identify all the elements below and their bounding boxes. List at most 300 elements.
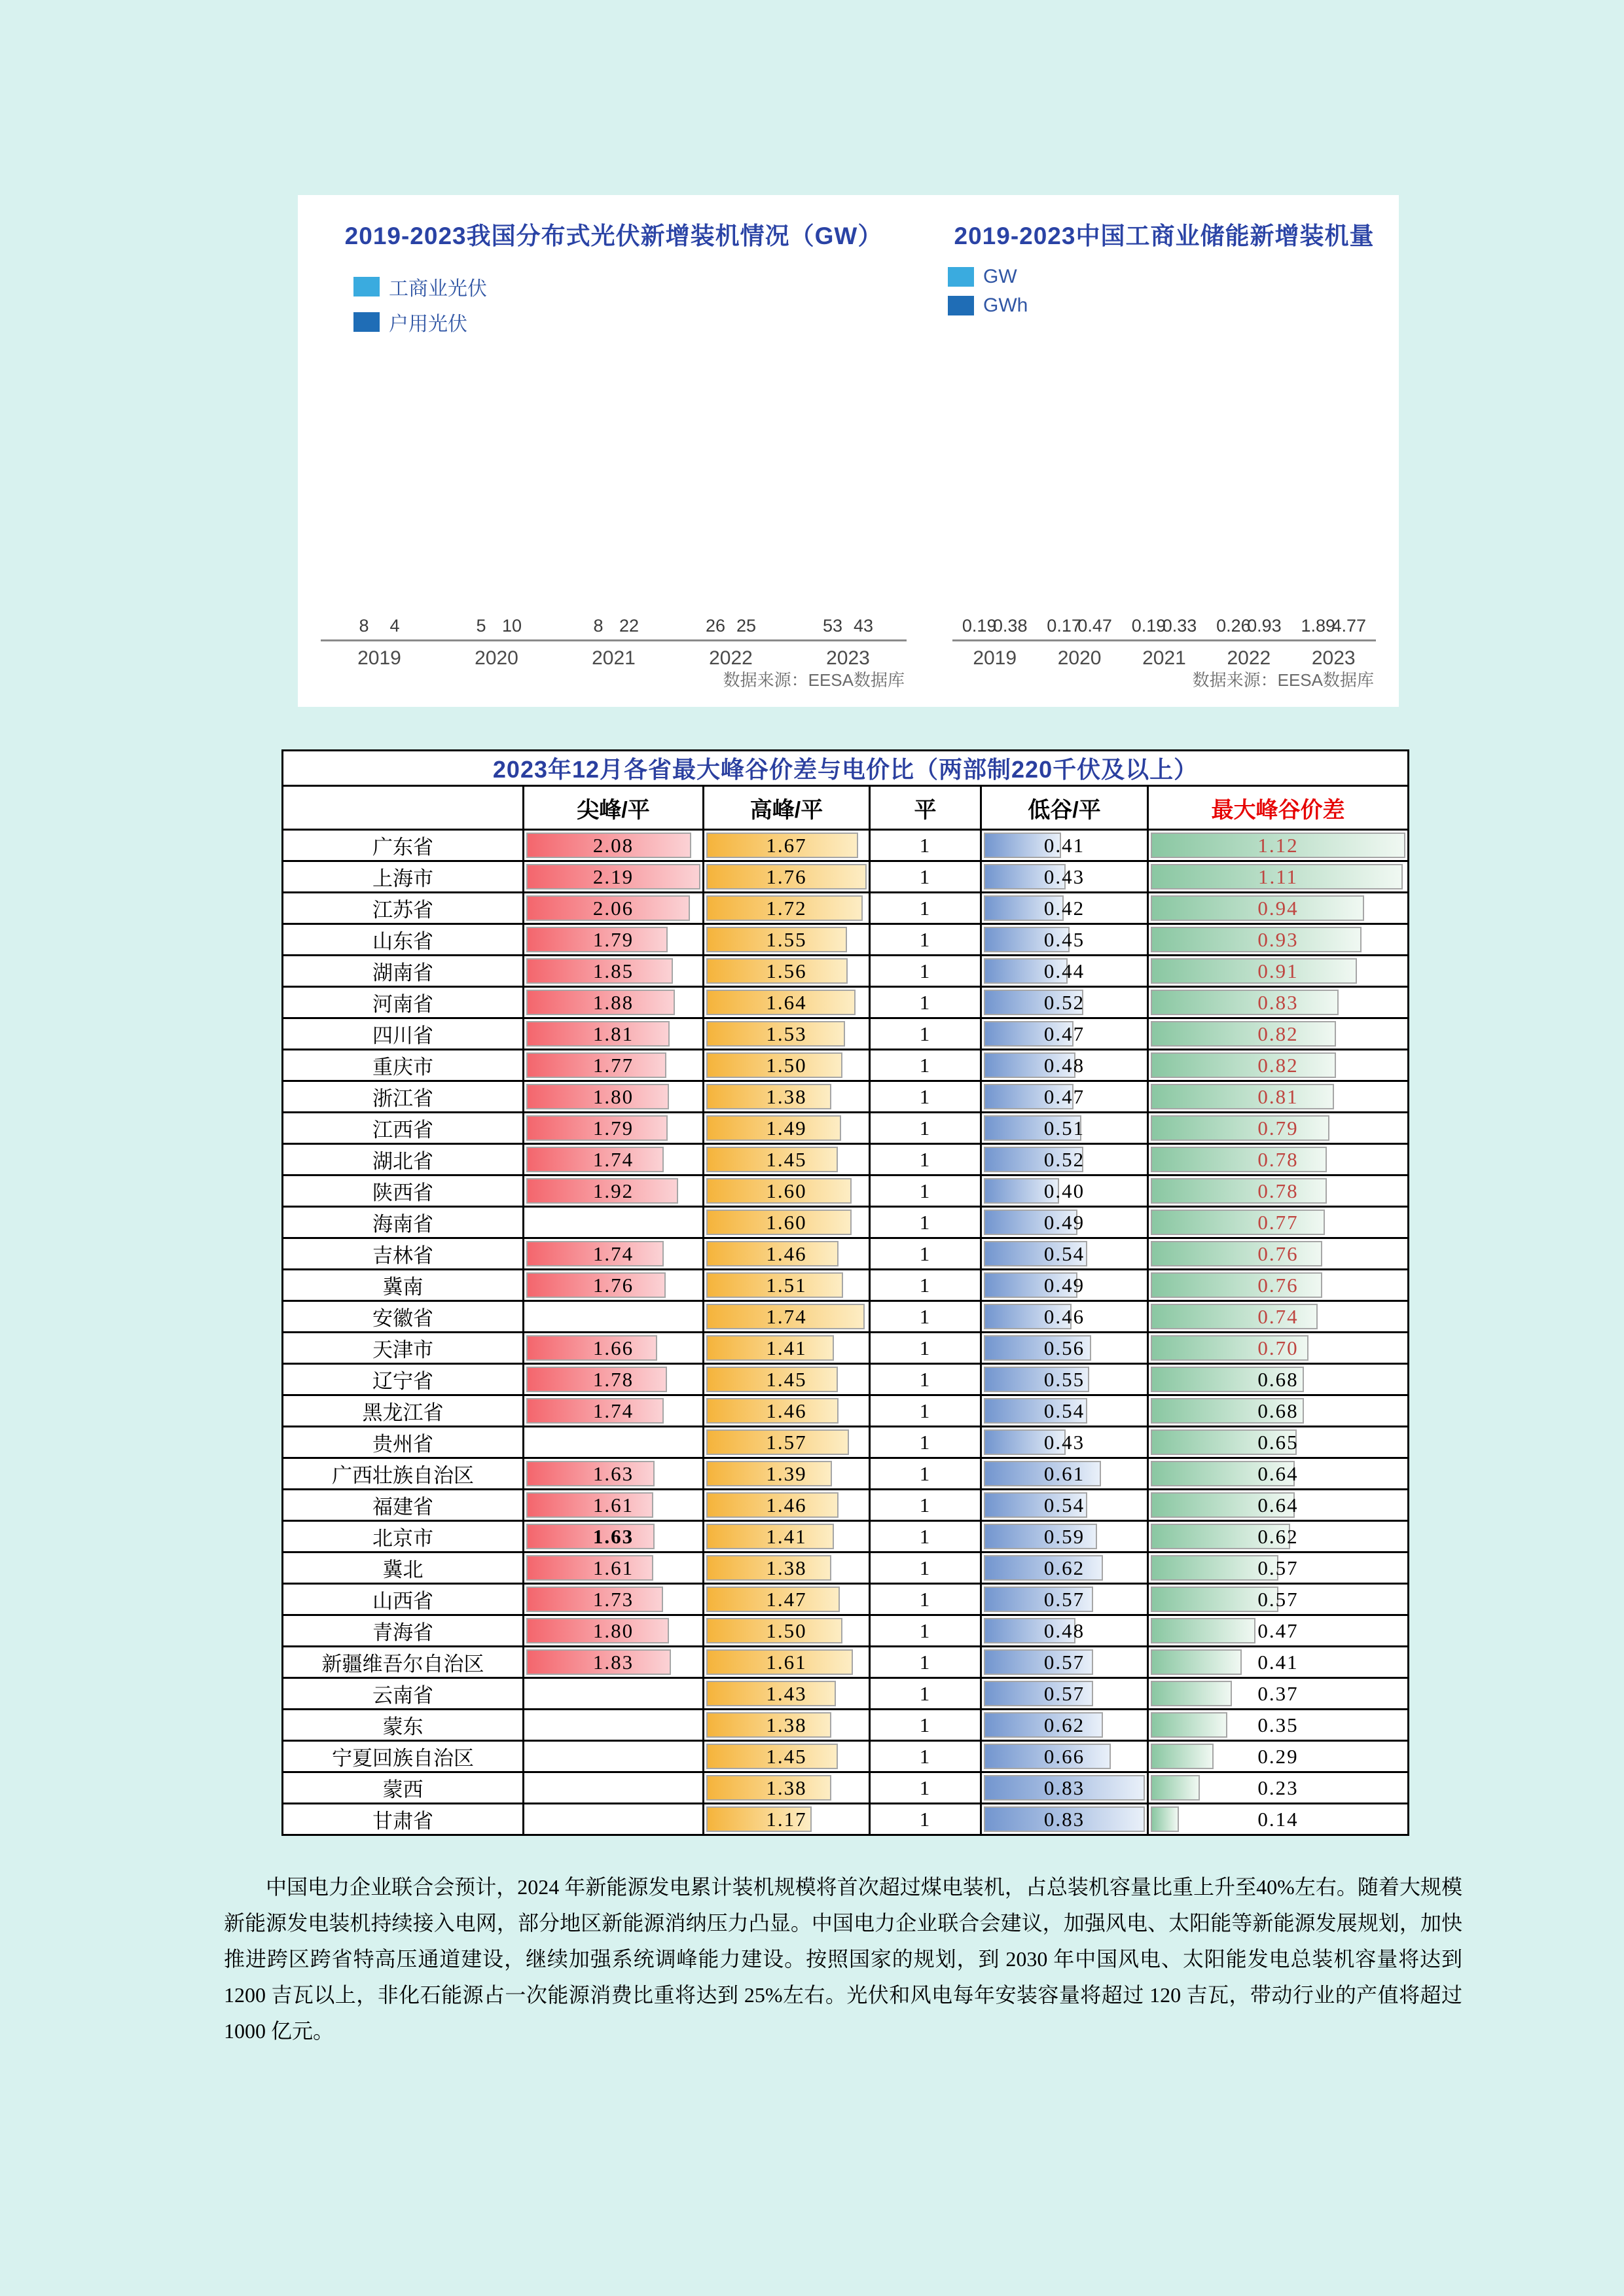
value-bar-cell [704,1207,870,1238]
flat-value-cell [870,830,981,861]
table-row [283,1427,1409,1458]
cell-value: 1.56 [766,959,807,982]
value-bar-cell [704,1081,870,1113]
province-cell: 山东省 [283,924,524,956]
cell-value: 0.83 [1257,990,1299,1014]
flat-value-cell [870,1207,981,1238]
value-bar-cell [1148,1207,1409,1238]
value-bar-cell [704,1741,870,1772]
cell-value: 1.72 [766,896,807,920]
cell-value: 0.49 [1043,1210,1085,1234]
table-row [283,1647,1409,1678]
value-bar-cell [981,1081,1148,1113]
chart-source-note: 数据来源：EESA数据库 [723,670,905,690]
flat-value-cell [870,987,981,1018]
table-row [283,924,1409,956]
value-bar-cell [704,1678,870,1710]
bar-value-label: 1.89 [1301,616,1336,636]
chart-source-note: 数据来源：EESA数据库 [1192,670,1374,690]
cell-value: 0.62 [1043,1556,1085,1579]
cell-value: 1.38 [766,1556,807,1579]
value-bar-cell [1148,1175,1409,1207]
cell-value: 2.08 [592,833,634,857]
province-cell: 北京市 [283,1521,524,1552]
column-header [283,786,524,830]
table-row [283,1710,1409,1741]
axis-tick-label: 2019 [973,647,1017,669]
table-row [283,861,1409,893]
chart-legend [353,272,487,336]
cell-value: 1.12 [1257,833,1299,857]
flat-value-cell [870,1175,981,1207]
province-cell: 甘肃省 [283,1804,524,1835]
value-bar-cell [704,1584,870,1615]
value-bar-cell [524,1710,704,1741]
table-row [283,1615,1409,1647]
cell-value: 0.78 [1257,1147,1299,1171]
cell-value: 0.62 [1043,1713,1085,1736]
province-cell: 新疆维吾尔自治区 [283,1647,524,1678]
value-bar-cell [704,861,870,893]
value-bar-cell [524,1364,704,1395]
bar-column [1301,616,1336,639]
flat-value-cell [870,1584,981,1615]
cell-value: 1.61 [592,1556,634,1579]
table-row [283,1364,1409,1395]
value-bar-cell [704,924,870,956]
bar-group [962,616,1028,669]
table-row [283,1772,1409,1804]
bar-column [964,616,995,639]
cell-value: 0.49 [1043,1273,1085,1297]
legend-item [948,266,1028,288]
data-bar [1151,1147,1327,1172]
value-bar-cell [981,830,1148,861]
value-bar-cell [981,1615,1148,1647]
value-bar-cell [1148,1772,1409,1804]
value-bar-cell [981,1050,1148,1081]
bar-value-label: 22 [619,616,640,636]
value-bar-cell [981,1458,1148,1490]
cell-value: 0.45 [1043,927,1085,951]
value-bar-cell [981,1490,1148,1521]
value-bar-cell [704,1238,870,1270]
cell-value: 1 [919,865,931,888]
axis-tick-label: 2021 [592,647,636,669]
table-row [283,987,1409,1018]
table-row [283,1741,1409,1772]
value-bar-cell [1148,1615,1409,1647]
value-bar-cell [1148,1144,1409,1175]
value-bar-cell [981,1018,1148,1050]
cell-value: 1.61 [592,1493,634,1516]
province-cell: 江西省 [283,1113,524,1144]
value-bar-cell [981,1710,1148,1741]
cell-value: 0.78 [1257,1179,1299,1202]
cell-value: 1.60 [766,1179,807,1202]
cell-value: 1.17 [766,1807,807,1831]
bar-group [349,616,410,669]
flat-value-cell [870,1050,981,1081]
province-cell: 福建省 [283,1490,524,1521]
cell-value: 0.74 [1257,1304,1299,1328]
cell-value: 1.45 [766,1367,807,1391]
table-row [283,1050,1409,1081]
cell-value: 0.91 [1257,959,1299,982]
cell-value: 0.14 [1257,1807,1299,1831]
value-bar-cell [704,1427,870,1458]
province-cell: 广西壮族自治区 [283,1458,524,1490]
flat-value-cell [870,1710,981,1741]
value-bar-cell [704,1270,870,1301]
bar-group [466,616,528,669]
province-cell: 贵州省 [283,1427,524,1458]
cell-value: 1.51 [766,1273,807,1297]
chart-commercial-storage [929,195,1399,707]
chart-title: 2019-2023中国工商业储能新增装机量 [954,223,1375,249]
value-bar-cell [524,1584,704,1615]
cell-value: 0.44 [1043,959,1085,982]
value-bar-cell [524,1113,704,1144]
data-bar [1151,1649,1242,1675]
province-cell: 上海市 [283,861,524,893]
value-bar-cell [524,1018,704,1050]
value-bar-cell [1148,893,1409,924]
cell-value: 1 [919,1462,931,1485]
value-bar-cell [704,1301,870,1333]
value-bar-cell [1148,1395,1409,1427]
flat-value-cell [870,1552,981,1584]
bar-group [818,616,879,669]
value-bar-cell [524,1050,704,1081]
flat-value-cell [870,1741,981,1772]
cell-value: 1.92 [592,1179,634,1202]
data-bar [1151,1084,1334,1109]
cell-value: 1.76 [766,865,807,888]
cell-value: 1 [919,1524,931,1548]
data-bar [1151,927,1362,952]
cell-value: 1 [919,896,931,920]
cell-value: 0.41 [1043,833,1085,857]
legend-item [948,295,1028,317]
cell-value: 1 [919,1650,931,1674]
value-bar-cell [981,1270,1148,1301]
value-bar-cell [1148,1238,1409,1270]
province-cell: 蒙西 [283,1772,524,1804]
province-cell: 江苏省 [283,893,524,924]
chart-plot-area [952,265,1376,669]
bar-column [1331,616,1367,639]
cell-value: 0.57 [1043,1650,1085,1674]
cell-value: 1.50 [766,1619,807,1642]
table-row [283,1584,1409,1615]
cell-value: 1.74 [592,1147,634,1171]
legend-label: 户用光伏 [389,314,467,335]
cell-value: 1.76 [592,1273,634,1297]
cell-value: 1.80 [592,1085,634,1108]
cell-value: 1.85 [592,959,634,982]
cell-value: 0.47 [1043,1085,1085,1108]
cell-value: 1.79 [592,1116,634,1139]
cell-value: 0.40 [1043,1179,1085,1202]
data-bar [526,1335,657,1361]
value-bar-cell [1148,1333,1409,1364]
value-bar-cell [1148,861,1409,893]
bar-value-label: 0.47 [1077,616,1112,636]
value-bar-cell [981,1333,1148,1364]
cell-value: 1.39 [766,1462,807,1485]
cell-value: 1 [919,1493,931,1516]
value-bar-cell [704,1647,870,1678]
value-bar-cell [524,1521,704,1552]
cell-value: 1.46 [766,1399,807,1422]
cell-value: 1.57 [766,1430,807,1454]
value-bar-cell [981,1301,1148,1333]
data-bar [1151,1618,1255,1643]
value-bar-cell [524,861,704,893]
value-bar-cell [981,1521,1148,1552]
cell-value: 1 [919,1556,931,1579]
flat-value-cell [870,1804,981,1835]
flat-value-cell [870,956,981,987]
bar-value-label: 43 [853,616,874,636]
cell-value: 0.76 [1257,1242,1299,1265]
axis-tick-label: 2021 [1142,647,1186,669]
value-bar-cell [524,1615,704,1647]
value-bar-cell [1148,1647,1409,1678]
cell-value: 1.63 [592,1524,634,1548]
cell-value: 1 [919,833,931,857]
value-bar-cell [1148,1301,1409,1333]
cell-value: 1.67 [766,833,807,857]
table-title: 2023年12月各省最大峰谷价差与电价比（两部制220千伏及以上） [283,751,1409,786]
cell-value: 0.47 [1043,1022,1085,1045]
legend-swatch [948,296,974,315]
value-bar-cell [1148,1490,1409,1521]
cell-value: 0.48 [1043,1619,1085,1642]
value-bar-cell [524,1490,704,1521]
data-bar [1151,1681,1232,1706]
cell-value: 1.83 [592,1650,634,1674]
value-bar-cell [1148,1804,1409,1835]
cell-value: 0.56 [1043,1336,1085,1359]
cell-value: 0.52 [1043,1147,1085,1171]
value-bar-cell [524,1804,704,1835]
value-bar-cell [1148,1081,1409,1113]
value-bar-cell [1148,924,1409,956]
flat-value-cell [870,1678,981,1710]
cell-value: 1 [919,1053,931,1077]
cell-value: 1.45 [766,1744,807,1768]
cell-value: 1.11 [1257,865,1299,888]
flat-value-cell [870,1113,981,1144]
cell-value: 0.35 [1257,1713,1299,1736]
bar-column [700,616,731,639]
legend-swatch [353,277,380,296]
price-diff-table [281,749,1409,1836]
flat-value-cell [870,1144,981,1175]
province-cell: 青海省 [283,1615,524,1647]
axis-tick-label: 2020 [475,647,518,669]
cell-value: 0.48 [1043,1053,1085,1077]
cell-value: 1 [919,1807,931,1831]
value-bar-cell [981,1238,1148,1270]
cell-value: 0.57 [1257,1556,1299,1579]
value-bar-cell [1148,1678,1409,1710]
cell-value: 1 [919,1776,931,1799]
value-bar-cell [524,1395,704,1427]
value-bar-cell [524,830,704,861]
cell-value: 1.41 [766,1524,807,1548]
bar-value-label: 26 [705,616,726,636]
cell-value: 1.66 [592,1336,634,1359]
cell-value: 1 [919,1619,931,1642]
cell-value: 0.61 [1043,1462,1085,1485]
cell-value: 0.51 [1043,1116,1085,1139]
cell-value: 1.55 [766,927,807,951]
bar-group [1047,616,1112,669]
table-row [283,1804,1409,1835]
bar-value-label: 10 [501,616,522,636]
cell-value: 1 [919,1116,931,1139]
value-bar-cell [704,956,870,987]
data-bar [526,1461,655,1486]
bar-column [992,616,1028,639]
cell-value: 0.55 [1043,1367,1085,1391]
cell-value: 0.64 [1257,1462,1299,1485]
table-row [283,1395,1409,1427]
province-cell: 河南省 [283,987,524,1018]
cell-value: 1.53 [766,1022,807,1045]
column-header: 低谷/平 [981,786,1148,830]
bar-column [497,616,528,639]
data-bar [1151,1178,1327,1204]
cell-value: 0.79 [1257,1116,1299,1139]
cell-value: 1 [919,1367,931,1391]
bar-group [1301,616,1367,669]
value-bar-cell [981,1678,1148,1710]
flat-value-cell [870,1458,981,1490]
cell-value: 1.80 [592,1619,634,1642]
cell-value: 1.38 [766,1713,807,1736]
value-bar-cell [524,1175,704,1207]
cell-value: 0.29 [1257,1744,1299,1768]
province-cell: 吉林省 [283,1238,524,1270]
value-bar-cell [704,1710,870,1741]
flat-value-cell [870,893,981,924]
cell-value: 0.65 [1257,1430,1299,1454]
value-bar-cell [704,1804,870,1835]
bar-column [380,616,410,639]
cell-value: 0.41 [1257,1650,1299,1674]
value-bar-cell [704,1175,870,1207]
bar-column [1249,616,1280,639]
table-row [283,1144,1409,1175]
cell-value: 0.93 [1257,927,1299,951]
cell-value: 0.68 [1257,1367,1299,1391]
cell-value: 1.73 [592,1587,634,1611]
axis-tick-label: 2020 [1057,647,1102,669]
bar-group [700,616,762,669]
cell-value: 0.94 [1257,896,1299,920]
province-cell: 湖北省 [283,1144,524,1175]
data-bar [1151,1744,1214,1769]
province-cell: 冀北 [283,1552,524,1584]
value-bar-cell [1148,1113,1409,1144]
column-header: 尖峰/平 [524,786,704,830]
table-row [283,1113,1409,1144]
flat-value-cell [870,1427,981,1458]
value-bar-cell [981,1427,1148,1458]
bar-value-label: 0.26 [1216,616,1251,636]
table-row [283,1301,1409,1333]
legend-swatch [353,312,380,332]
cell-value: 0.83 [1043,1776,1085,1799]
cell-value: 0.82 [1257,1022,1299,1045]
value-bar-cell [1148,830,1409,861]
table-row [283,1270,1409,1301]
cell-value: 1 [919,1399,931,1422]
value-bar-cell [524,1333,704,1364]
province-cell: 四川省 [283,1018,524,1050]
cell-value: 0.70 [1257,1336,1299,1359]
flat-value-cell [870,924,981,956]
value-bar-cell [1148,987,1409,1018]
value-bar-cell [704,1018,870,1050]
legend-item [353,272,487,301]
value-bar-cell [524,1552,704,1584]
province-cell: 辽宁省 [283,1364,524,1395]
value-bar-cell [524,1238,704,1270]
flat-value-cell [870,1333,981,1364]
cell-value: 0.42 [1043,896,1085,920]
province-cell: 蒙东 [283,1710,524,1741]
value-bar-cell [524,1458,704,1490]
cell-value: 1 [919,1210,931,1234]
province-cell: 天津市 [283,1333,524,1364]
cell-value: 0.47 [1257,1619,1299,1642]
column-header: 最大峰谷价差 [1148,786,1409,830]
value-bar-cell [981,987,1148,1018]
table-row [283,1490,1409,1521]
value-bar-cell [981,893,1148,924]
table-title-row [283,751,1409,786]
cell-value: 1 [919,1713,931,1736]
cell-value: 1 [919,1681,931,1705]
bar-column [731,616,762,639]
cell-value: 1 [919,1179,931,1202]
value-bar-cell [524,1427,704,1458]
flat-value-cell [870,1238,981,1270]
bar-column [349,616,380,639]
table-header-row [283,786,1409,830]
bar-value-label: 25 [736,616,757,636]
province-cell: 海南省 [283,1207,524,1238]
bar-value-label: 8 [359,616,369,636]
cell-value: 2.06 [592,896,634,920]
province-cell: 安徽省 [283,1301,524,1333]
cell-value: 0.57 [1043,1587,1085,1611]
cell-value: 0.43 [1043,1430,1085,1454]
value-bar-cell [524,1678,704,1710]
cell-value: 0.59 [1043,1524,1085,1548]
bar-value-label: 5 [476,616,486,636]
province-cell: 冀南 [283,1270,524,1301]
bar-column [583,616,614,639]
bar-column [614,616,645,639]
province-cell: 广东省 [283,830,524,861]
cell-value: 1.46 [766,1242,807,1265]
